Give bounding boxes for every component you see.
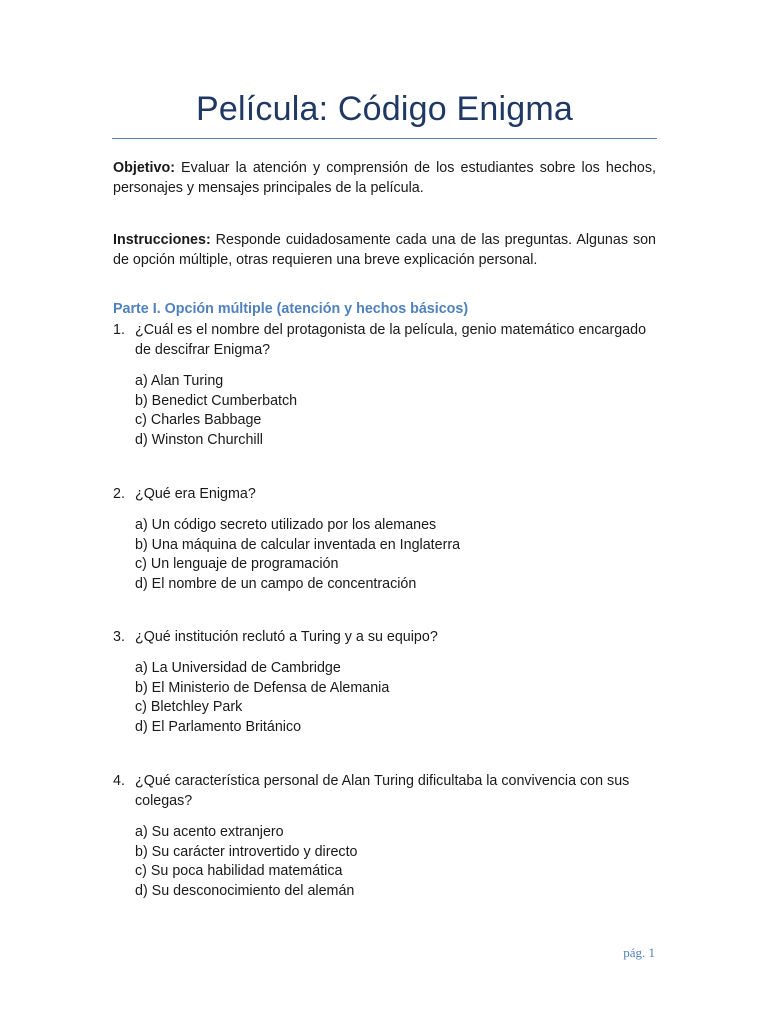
option-d: d) El nombre de un campo de concentración: [135, 576, 417, 593]
instructions-label: Instrucciones:: [113, 232, 211, 248]
page-title: Película: Código Enigma: [196, 90, 573, 128]
answer-options: [135, 659, 658, 738]
question-3: [113, 627, 658, 738]
option-c: c) Su poca habilidad matemática: [135, 863, 343, 880]
option-c: c) Bletchley Park: [135, 699, 243, 716]
option-d: d) El Parlamento Británico: [135, 719, 302, 736]
option-c: c) Charles Babbage: [135, 412, 262, 429]
question-text: ¿Cuál es el nombre del protagonista de la película, genio matemático encargado de descifrar Enigma?: [135, 322, 647, 358]
question-number: 3.: [113, 629, 125, 645]
objective-text: Evaluar la atención y comprensión de los estudiantes sobre los hechos, personajes y mensajes principales de la película.: [113, 160, 656, 196]
question-number: 1.: [113, 322, 125, 338]
page-number: pág. 1: [623, 945, 655, 960]
question-2: [113, 484, 658, 595]
answer-options: [135, 372, 658, 451]
question-1: [113, 320, 658, 451]
option-a: a) Alan Turing: [135, 373, 224, 389]
objective-paragraph: [113, 158, 656, 198]
question-4: [113, 771, 658, 902]
option-d: d) Winston Churchill: [135, 432, 263, 449]
answer-options: [135, 516, 658, 595]
option-b: b) El Ministerio de Defensa de Alemania: [135, 679, 390, 696]
question-text: ¿Qué era Enigma?: [135, 486, 256, 502]
option-a: a) Su acento extranjero: [135, 824, 284, 840]
question-text: ¿Qué característica personal de Alan Turing dificultaba la convivencia con sus colegas?: [135, 773, 630, 809]
instructions-text: Responde cuidadosamente cada una de las preguntas. Algunas son de opción múltiple, otras requieren una breve explicación personal.: [113, 232, 656, 268]
option-b: b) Benedict Cumberbatch: [135, 392, 298, 409]
question-text: ¿Qué institución reclutó a Turing y a su equipo?: [135, 629, 438, 645]
instructions-paragraph: [113, 230, 656, 270]
section-heading: Parte I. Opción múltiple (atención y hechos básicos): [113, 301, 469, 317]
option-c: c) Un lenguaje de programación: [135, 556, 339, 573]
option-b: b) Una máquina de calcular inventada en Inglaterra: [135, 536, 461, 553]
question-number: 4.: [113, 773, 125, 789]
objective-label: Objetivo:: [113, 160, 175, 176]
option-a: a) La Universidad de Cambridge: [135, 660, 341, 676]
title-underline: [112, 138, 657, 139]
answer-options: [135, 823, 658, 902]
option-b: b) Su carácter introvertido y directo: [135, 843, 358, 860]
option-d: d) Su desconocimiento del alemán: [135, 883, 355, 900]
option-a: a) Un código secreto utilizado por los alemanes: [135, 517, 437, 533]
question-number: 2.: [113, 486, 125, 502]
